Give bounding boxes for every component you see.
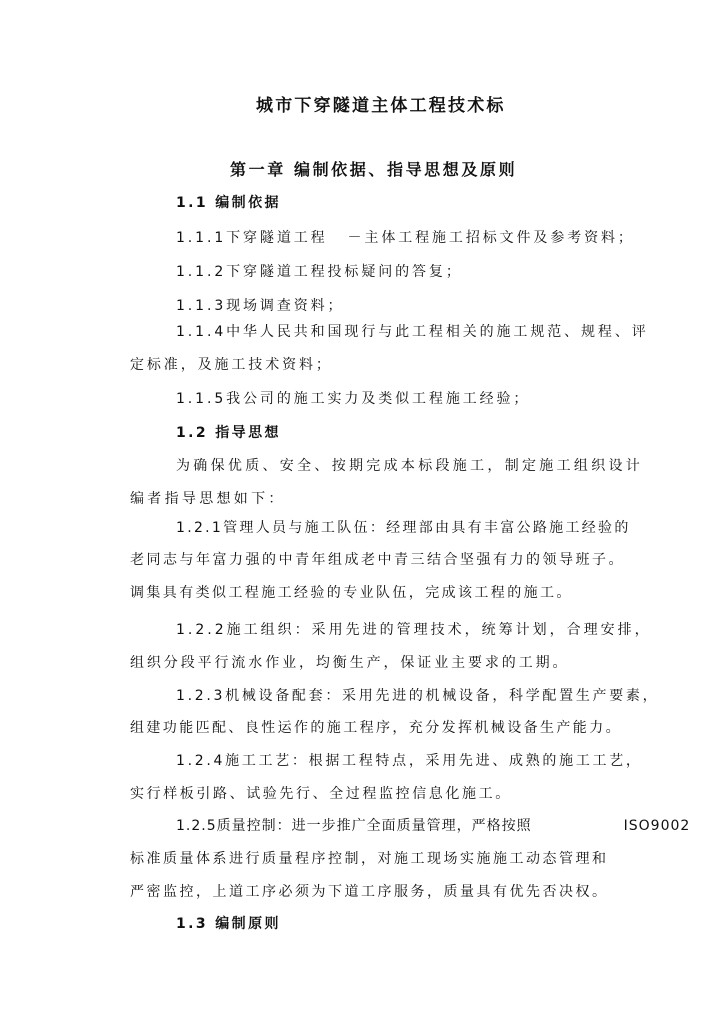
paragraph-1-2-5-part-a: 1.2.5质量控制：进一步推广全面质量管理，严格按照 bbox=[176, 818, 532, 834]
paragraph-1-2-1-line-1: 1.2.1管理人员与施工队伍：经理部由具有丰富公路施工经验的 bbox=[176, 520, 631, 536]
intro-line-1: 为确保优质、安全、按期完成本标段施工，制定施工组织设计 bbox=[176, 458, 644, 474]
section-heading-1-2: 1.2 指导思想 bbox=[176, 425, 281, 441]
paragraph-1-1-1-part-b: －主体工程施工招标文件及参考资料； bbox=[347, 230, 635, 246]
paragraph-1-2-5-line-3: 严密监控，上道工序必须为下道工序服务，质量具有优先否决权。 bbox=[130, 884, 609, 900]
paragraph-1-2-1-line-2: 老同志与年富力强的中青年组成老中青三结合坚强有力的领导班子。 bbox=[130, 552, 625, 568]
paragraph-1-2-4-line-1: 1.2.4施工工艺：根据工程特点，采用先进、成熟的施工工艺， bbox=[176, 753, 643, 769]
paragraph-1-1-3: 1.1.3现场调查资料； bbox=[176, 298, 345, 314]
paragraph-1-1-1 bbox=[176, 228, 635, 248]
paragraph-1-2-5-line-1 bbox=[176, 816, 690, 836]
paragraph-1-2-1-line-3: 调集具有类似工程施工经验的专业队伍，完成该工程的施工。 bbox=[130, 585, 573, 601]
paragraph-1-2-2-line-1: 1.2.2施工组织：采用先进的管理技术，统筹计划，合理安排， bbox=[176, 622, 652, 638]
iso-standard-code: ISO9002 bbox=[623, 818, 691, 834]
paragraph-1-2-5-line-2: 标准质量体系进行质量程序控制，对施工现场实施施工动态管理和 bbox=[130, 851, 609, 867]
paragraph-1-1-1-part-a: 1.1.1下穿隧道工程 bbox=[176, 230, 328, 246]
section-heading-1-1: 1.1 编制依据 bbox=[176, 195, 281, 211]
paragraph-1-1-4-line-2: 定标准，及施工技术资料； bbox=[130, 357, 333, 373]
paragraph-1-1-4-line-1: 1.1.4中华人民共和国现行与此工程相关的施工规范、规程、评 bbox=[176, 324, 649, 340]
intro-line-2: 编者指导思想如下： bbox=[130, 491, 286, 507]
paragraph-1-2-4-line-2: 实行样板引路、试验先行、全过程监控信息化施工。 bbox=[130, 786, 512, 802]
paragraph-1-1-5: 1.1.5我公司的施工实力及类似工程施工经验； bbox=[176, 391, 531, 407]
paragraph-1-1-2: 1.1.2下穿隧道工程投标疑问的答复； bbox=[176, 264, 463, 280]
document-title: 城市下穿隧道主体工程技术标 bbox=[256, 96, 506, 116]
paragraph-1-2-3-line-2: 组建功能匹配、良性运作的施工程序，充分发挥机械设备生产能力。 bbox=[130, 720, 622, 736]
paragraph-1-2-3-line-1: 1.2.3机械设备配套：采用先进的机械设备，科学配置生产要素， bbox=[176, 688, 660, 704]
chapter-title: 第一章 编制依据、指导思想及原则 bbox=[230, 160, 518, 179]
paragraph-1-2-2-line-2: 组织分段平行流水作业，均衡生产，保证业主要求的工期。 bbox=[130, 655, 570, 671]
section-heading-1-3: 1.3 编制原则 bbox=[176, 916, 281, 932]
